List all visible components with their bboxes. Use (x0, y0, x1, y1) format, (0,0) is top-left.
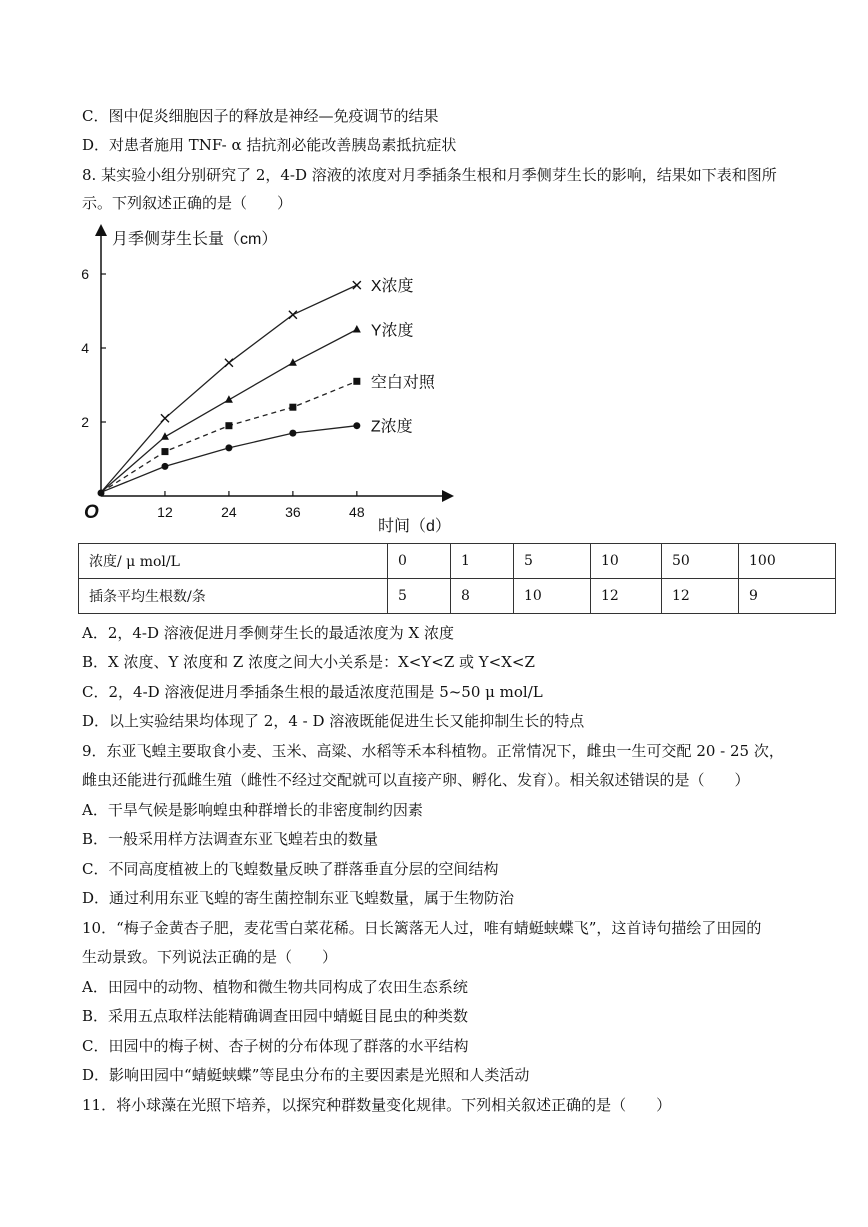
x-tick-label: 48 (349, 504, 365, 520)
q9-option-a: A．干旱气候是影响蝗虫种群增长的非密度制约因素 (82, 801, 423, 819)
data-point-square-marker (225, 422, 232, 429)
table-row-label: 插条平均生根数/条 (79, 579, 388, 614)
q10-option-c: C．田园中的梅子树、杏子树的分布体现了群落的水平结构 (82, 1037, 469, 1055)
x-tick-label: 24 (221, 504, 237, 520)
q9-stem-line-2: 雌虫还能进行孤雌生殖（雌性不经过交配就可以直接产卵、孵化、发育）。相关叙述错误的是（ ） (82, 771, 750, 789)
table-row (79, 579, 836, 614)
data-point-x-marker (353, 281, 361, 289)
data-point-square-marker (161, 448, 168, 455)
data-point-triangle-marker (161, 432, 169, 440)
data-point-triangle-marker (225, 395, 233, 403)
data-point-triangle-marker (353, 325, 361, 333)
table-cell: 9 (739, 579, 836, 614)
table-row (79, 544, 836, 579)
table-cell: 0 (388, 544, 451, 579)
data-point-circle-marker (161, 463, 168, 470)
data-point-circle-marker (289, 430, 296, 437)
table-cell: 100 (739, 544, 836, 579)
table-cell: 10 (591, 544, 662, 579)
table-cell: 1 (451, 544, 514, 579)
series-line (101, 285, 357, 492)
x-tick-label: 12 (157, 504, 173, 520)
y-tick-label: 4 (81, 340, 89, 356)
data-point-square-marker (289, 404, 296, 411)
q11-stem: 11．将小球藻在光照下培养，以探究种群数量变化规律。下列相关叙述正确的是（ ） (82, 1096, 672, 1114)
data-point-x-marker (225, 359, 233, 367)
series-label: Y浓度 (370, 322, 414, 340)
y-tick-label: 2 (81, 414, 89, 430)
q8-option-d: D．以上实验结果均体现了 2，4 - D 溶液既能促进生长又能抑制生长的特点 (82, 712, 585, 730)
series-label: X浓度 (370, 278, 414, 296)
q8-option-c: C．2，4-D 溶液促进月季插条生根的最适浓度范围是 5~50 μ mol/L (82, 683, 543, 701)
y-axis-label: 月季侧芽生长量（cm） (112, 231, 278, 248)
q10-stem-line-1: 10．“梅子金黄杏子肥，麦花雪白菜花稀。日长篱落无人过，唯有蜻蜓蛱蝶飞”，这首诗句描绘了田园的 (82, 919, 762, 937)
table-cell: 12 (591, 579, 662, 614)
x-tick-label: 36 (285, 504, 301, 520)
growth-chart (70, 222, 470, 542)
q9-option-d: D．通过利用东亚飞蝗的寄生菌控制东亚飞蝗数量，属于生物防治 (82, 889, 515, 907)
q9-option-c: C．不同高度植被上的飞蝗数量反映了群落垂直分层的空间结构 (82, 860, 499, 878)
y-tick-label: 6 (81, 266, 89, 282)
q7-option-d: D．对患者施用 TNF- α 拮抗剂必能改善胰岛素抵抗症状 (82, 136, 457, 154)
table-cell: 8 (451, 579, 514, 614)
data-point-circle-marker (225, 444, 232, 451)
data-point-x-marker (161, 414, 169, 422)
data-point-square-marker (353, 378, 360, 385)
origin-label: O (84, 502, 99, 523)
q9-stem-line-1: 9．东亚飞蝗主要取食小麦、玉米、高粱、水稻等禾本科植物。正常情况下，雌虫一生可交配 20 - 25 次， (82, 742, 784, 760)
q8-option-b: B．X 浓度、Y 浓度和 Z 浓度之间大小关系是：X<Y<Z 或 Y<X<Z (82, 653, 535, 671)
table-cell: 12 (662, 579, 739, 614)
q9-option-b: B．一般采用样方法调查东亚飞蝗若虫的数量 (82, 830, 379, 848)
series-label: Z浓度 (370, 418, 413, 436)
origin-point (98, 490, 105, 497)
q8-option-a: A．2，4-D 溶液促进月季侧芽生长的最适浓度为 X 浓度 (82, 624, 454, 642)
q10-option-a: A．田园中的动物、植物和微生物共同构成了农田生态系统 (82, 978, 468, 996)
x-axis-label: 时间（d） (378, 518, 451, 535)
data-table (78, 543, 836, 614)
table-cell: 10 (514, 579, 591, 614)
q8-stem-line-2: 示。下列叙述正确的是（ ） (82, 194, 293, 212)
table-cell: 5 (388, 579, 451, 614)
q10-option-b: B．采用五点取样法能精确调查田园中蜻蜓目昆虫的种类数 (82, 1007, 469, 1025)
table-cell: 5 (514, 544, 591, 579)
table-cell: 50 (662, 544, 739, 579)
q10-stem-line-2: 生动景致。下列说法正确的是（ ） (82, 948, 338, 966)
q7-option-c: C．图中促炎细胞因子的释放是神经—免疫调节的结果 (82, 107, 439, 125)
data-point-x-marker (289, 311, 297, 319)
series-label: 空白对照 (370, 374, 435, 392)
q10-option-d: D．影响田园中“蜻蜓蛱蝶”等昆虫分布的主要因素是光照和人类活动 (82, 1066, 530, 1084)
data-point-circle-marker (353, 422, 360, 429)
table-row-label: 浓度/ μ mol/L (79, 544, 388, 579)
q8-stem-line-1: 8. 某实验小组分别研究了 2，4-D 溶液的浓度对月季插条生根和月季侧芽生长的影响，结果如下表和图所 (82, 166, 777, 184)
